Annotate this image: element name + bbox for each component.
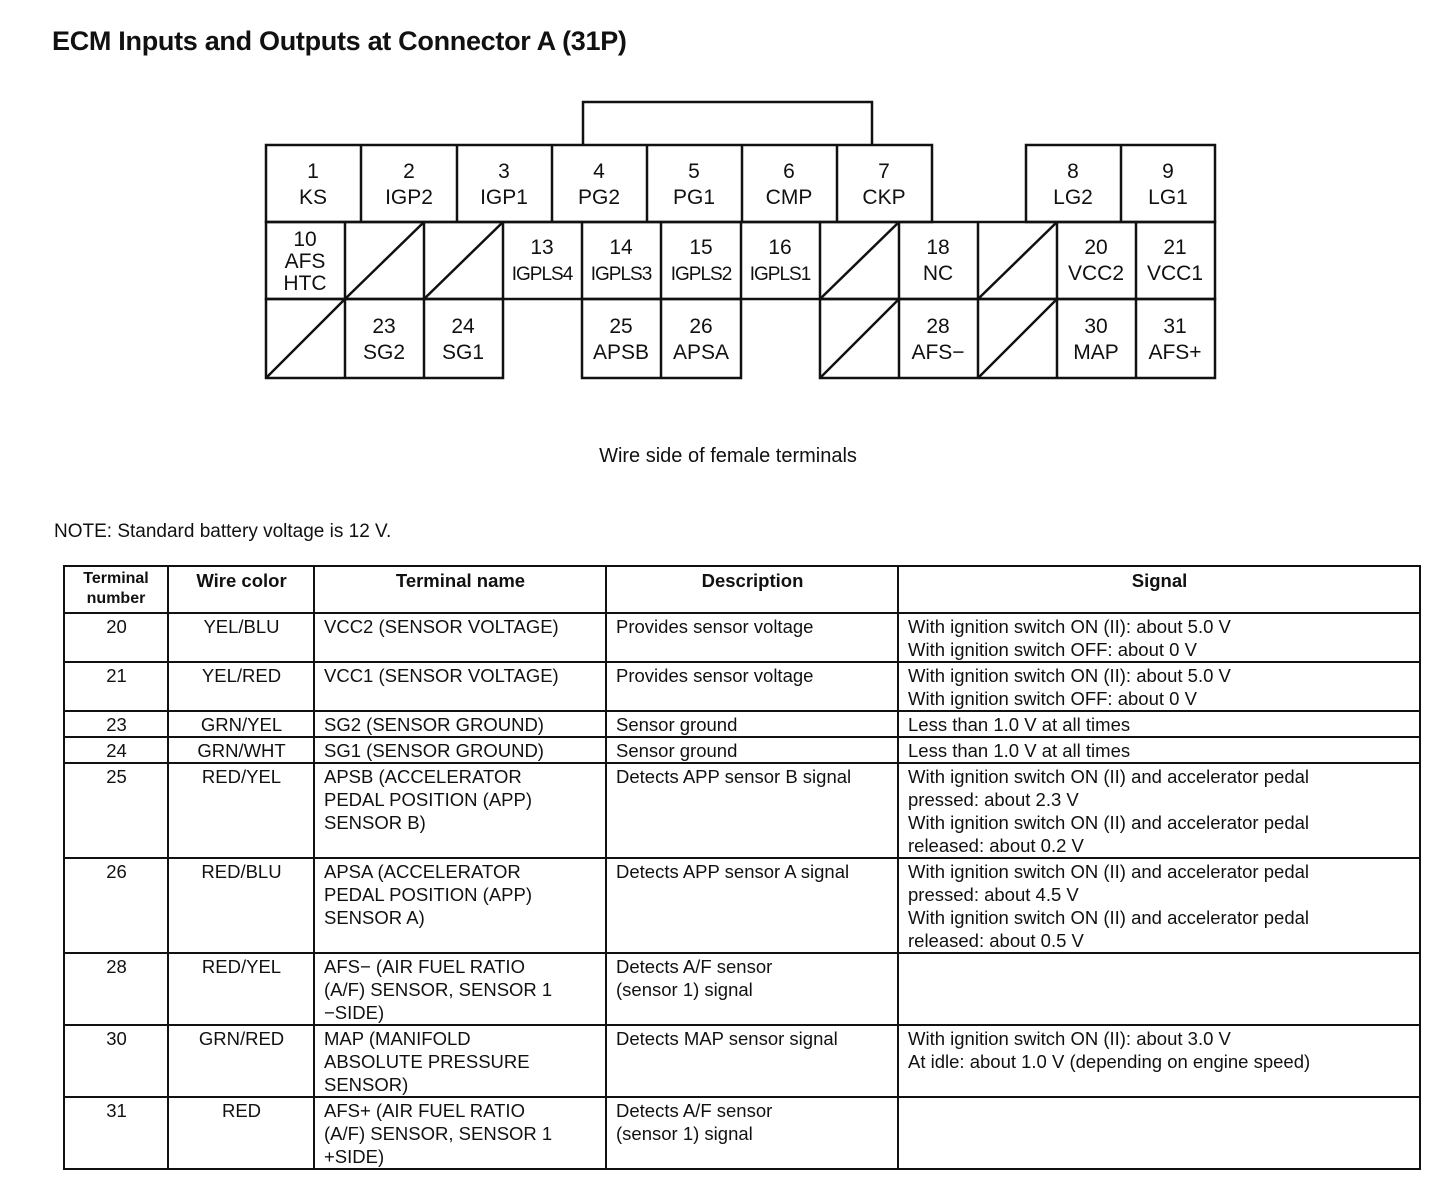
pin-label: SG1 (441, 341, 485, 364)
pin-label: KS (298, 186, 328, 209)
cell-signal (898, 1097, 1420, 1169)
pin-label: SG2 (362, 341, 406, 364)
connector-lock-tab (583, 102, 872, 145)
terminal-table (63, 565, 1421, 1170)
pin-number: 31 (1163, 315, 1187, 338)
table-row (64, 662, 1420, 711)
pin-label: MAP (1073, 341, 1119, 364)
table-header-row (64, 566, 1420, 613)
pin-number: 15 (689, 236, 713, 259)
cell-signal: Less than 1.0 V at all times (898, 711, 1420, 737)
cell-terminal-name: SG2 (SENSOR GROUND) (314, 711, 606, 737)
pin-label: LG2 (1053, 186, 1093, 209)
header-wire-color: Wire color (168, 566, 314, 613)
pin-label: AFS (284, 250, 326, 273)
pin-label: VCC1 (1146, 262, 1204, 285)
page-title: ECM Inputs and Outputs at Connector A (31P) (52, 26, 627, 56)
cell-terminal-name: AFS− (AIR FUEL RATIO (A/F) SENSOR, SENSOR 1 −SIDE) (314, 953, 606, 1025)
pin-number: 6 (783, 160, 795, 183)
pin-label: NC (922, 262, 954, 285)
pin-number: 7 (878, 160, 890, 183)
table-row (64, 1097, 1420, 1169)
pin-label: CKP (862, 186, 906, 209)
cell-terminal: 25 (64, 763, 168, 858)
pin-number: 8 (1067, 160, 1079, 183)
pin-number: 16 (768, 236, 792, 259)
pin-label: IGP1 (480, 186, 528, 209)
cell-wire-color: YEL/BLU (168, 613, 314, 662)
cell-signal: With ignition switch ON (II) and accelerator pedal pressed: about 2.3 V With ignition switch ON (II) and accelerator pedal released: about 0.2 V (898, 763, 1420, 858)
pin-number: 20 (1084, 236, 1108, 259)
connector-diagram (0, 0, 1456, 420)
cell-wire-color: YEL/RED (168, 662, 314, 711)
header-terminal-number: Terminal number (64, 566, 168, 613)
empty-cavity-22 (266, 299, 345, 378)
cell-terminal-name: APSA (ACCELERATOR PEDAL POSITION (APP) SENSOR A) (314, 858, 606, 953)
cell-wire-color: RED/YEL (168, 953, 314, 1025)
pin-number: 3 (498, 160, 510, 183)
pin-label: HTC (283, 272, 327, 295)
cell-description: Sensor ground (606, 737, 898, 763)
pin-label: APSB (592, 341, 650, 364)
cell-signal: With ignition switch ON (II): about 5.0 V With ignition switch OFF: about 0 V (898, 613, 1420, 662)
table-row (64, 858, 1420, 953)
cell-wire-color: RED/BLU (168, 858, 314, 953)
table-row (64, 737, 1420, 763)
cell-wire-color: GRN/WHT (168, 737, 314, 763)
pin-label: AFS− (911, 341, 965, 364)
pin-number: 1 (307, 160, 319, 183)
cell-description: Provides sensor voltage (606, 662, 898, 711)
pin-number: 2 (403, 160, 415, 183)
pin-label: APSA (672, 341, 730, 364)
pin-number: 26 (689, 315, 713, 338)
cell-wire-color: GRN/RED (168, 1025, 314, 1097)
cell-signal: With ignition switch ON (II): about 5.0 V With ignition switch OFF: about 0 V (898, 662, 1420, 711)
header-description: Description (606, 566, 898, 613)
cell-description: Detects APP sensor B signal (606, 763, 898, 858)
pin-number: 9 (1162, 160, 1174, 183)
pin-label: IGPLS4 (511, 264, 573, 285)
cell-terminal-name: VCC1 (SENSOR VOLTAGE) (314, 662, 606, 711)
cell-description: Detects APP sensor A signal (606, 858, 898, 953)
table-row (64, 613, 1420, 662)
cell-terminal: 24 (64, 737, 168, 763)
pin-label: LG1 (1148, 186, 1188, 209)
header-signal: Signal (898, 566, 1420, 613)
pin-number: 28 (926, 315, 950, 338)
pin-label: AFS+ (1148, 341, 1202, 364)
cell-terminal: 26 (64, 858, 168, 953)
empty-cavity-17 (820, 222, 899, 299)
pin-number: 25 (609, 315, 633, 338)
diagram-caption: Wire side of female terminals (599, 445, 857, 467)
empty-cavity-29 (978, 299, 1057, 378)
pin-label: VCC2 (1067, 262, 1125, 285)
empty-cavity-11 (345, 222, 424, 299)
cell-terminal: 23 (64, 711, 168, 737)
empty-cavity-19 (978, 222, 1057, 299)
pin-number: 4 (593, 160, 605, 183)
empty-cavity-27 (820, 299, 899, 378)
pin-label: IGPLS3 (590, 264, 652, 285)
pin-number: 14 (609, 236, 633, 259)
cell-terminal-name: VCC2 (SENSOR VOLTAGE) (314, 613, 606, 662)
pin-number: 18 (926, 236, 950, 259)
cell-signal (898, 953, 1420, 1025)
cell-wire-color: RED/YEL (168, 763, 314, 858)
cell-terminal: 21 (64, 662, 168, 711)
pin-number: 21 (1163, 236, 1187, 259)
cell-terminal-name: MAP (MANIFOLD ABSOLUTE PRESSURE SENSOR) (314, 1025, 606, 1097)
cell-description: Detects MAP sensor signal (606, 1025, 898, 1097)
pin-number: 23 (372, 315, 396, 338)
pin-label: CMP (765, 186, 813, 209)
cell-terminal: 20 (64, 613, 168, 662)
cell-description: Provides sensor voltage (606, 613, 898, 662)
cell-wire-color: GRN/YEL (168, 711, 314, 737)
voltage-note: NOTE: Standard battery voltage is 12 V. (54, 521, 392, 542)
cell-terminal: 28 (64, 953, 168, 1025)
cell-wire-color: RED (168, 1097, 314, 1169)
pin-number: 5 (688, 160, 700, 183)
table-row (64, 763, 1420, 858)
pin-number: 24 (451, 315, 475, 338)
cell-signal: Less than 1.0 V at all times (898, 737, 1420, 763)
cell-description: Detects A/F sensor (sensor 1) signal (606, 953, 898, 1025)
cell-terminal-name: SG1 (SENSOR GROUND) (314, 737, 606, 763)
cell-signal: With ignition switch ON (II) and accelerator pedal pressed: about 4.5 V With ignition switch ON (II) and accelerator pedal released: about 0.5 V (898, 858, 1420, 953)
cell-terminal-name: AFS+ (AIR FUEL RATIO (A/F) SENSOR, SENSOR 1 +SIDE) (314, 1097, 606, 1169)
pin-label: PG1 (672, 186, 716, 209)
pin-number: 30 (1084, 315, 1108, 338)
cell-description: Sensor ground (606, 711, 898, 737)
pin-label: IGPLS1 (749, 264, 811, 285)
pin-label: PG2 (577, 186, 621, 209)
cell-terminal-name: APSB (ACCELERATOR PEDAL POSITION (APP) SENSOR B) (314, 763, 606, 858)
pin-label: IGP2 (385, 186, 433, 209)
empty-cavity-12 (424, 222, 503, 299)
cell-terminal: 30 (64, 1025, 168, 1097)
table-row (64, 711, 1420, 737)
pin-label: IGPLS2 (670, 264, 732, 285)
table-row (64, 1025, 1420, 1097)
connector-row3-left-outline (266, 299, 503, 378)
header-terminal-name: Terminal name (314, 566, 606, 613)
table-row (64, 953, 1420, 1025)
pin-number: 10 (293, 228, 317, 251)
connector-row1-outline (266, 145, 932, 222)
cell-signal: With ignition switch ON (II): about 3.0 V At idle: about 1.0 V (depending on engine speed) (898, 1025, 1420, 1097)
cell-terminal: 31 (64, 1097, 168, 1169)
pin-number: 13 (530, 236, 554, 259)
cell-description: Detects A/F sensor (sensor 1) signal (606, 1097, 898, 1169)
